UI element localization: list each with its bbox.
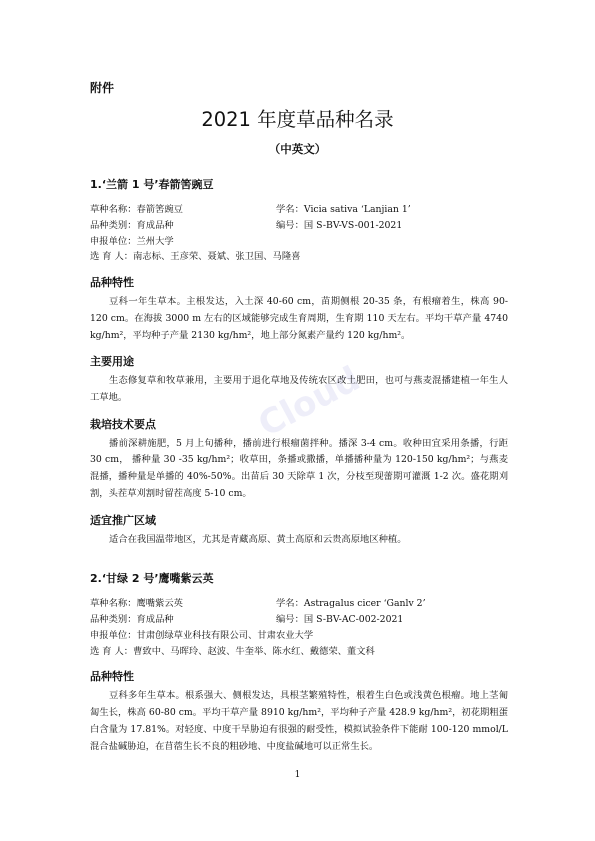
entry-heading: 2.‘甘绿 2 号’鹰嘴紫云英 [90,572,214,586]
info-row [90,612,508,628]
entry-info [90,596,508,659]
uses-text: 生态修复草和牧草兼用，主要用于退化草地及传统农区改土肥田，也可与燕麦混播建植一年生人工草地。 [90,375,508,403]
section-heading-characteristics: 品种特性 [90,276,134,290]
document-body [90,176,508,755]
registration-code: 编号：国 S-BV-AC-002-2021 [276,614,404,626]
species-name: 草种名称：春箭筈豌豆 [90,204,183,215]
variety-entry [90,570,508,755]
info-row [90,234,508,250]
latin-name: 学名：Astragalus cicer ‘Ganlv 2’ [276,598,426,610]
applicant: 申报单位：兰州大学 [90,235,174,247]
registration-code: 编号：国 S-BV-VS-001-2021 [276,219,403,231]
attachment-label: 附件 [90,81,115,95]
section-heading-uses: 主要用途 [90,355,134,369]
variety-entry [90,176,508,548]
variety-category: 品种类别：育成品种 [90,219,174,231]
info-row [90,644,508,660]
info-row [90,596,508,612]
page-title: 2021 年度草品种名录 [201,108,394,131]
page-subtitle: （中英文） [268,142,327,156]
applicant: 申报单位：甘肃创绿草业科技有限公司、甘肃农业大学 [90,629,314,641]
species-name: 草种名称：鹰嘴紫云英 [90,598,183,610]
page-number: 1 [294,770,301,780]
variety-category: 品种类别：育成品种 [90,614,174,626]
cultivation-text: 播前深耕施肥，5 月上旬播种，播前进行根瘤菌拌种。播深 3-4 cm。收种田宜采用条播，行距 30 cm， 播种量 30 -35 kg/hm²；收草田，条播或撒播，单播播种量为 120-150 kg/hm²；与燕麦混播，播种量是单播的 40%-50%。出苗后 30 天除草 1 次，分枝至现蕾期可灌溉 1-2 次。盛花期刈割，头茬草刈割时留茬高度 5-10 cm。 [90,437,508,499]
info-row [90,218,508,234]
latin-name: 学名：Vicia sativa ‘Lanjian 1’ [276,204,411,215]
entry-info [90,202,508,265]
watermark-logo: Cloud [251,358,367,446]
section-heading-characteristics: 品种特性 [90,670,134,684]
characteristics-text: 豆科多年生草本。根系强大、侧根发达，具根茎繁殖特性，根着生白色或浅黄色根瘤。地上茎匍匐生长，株高 60-80 cm。平均干草产量 8910 kg/hm²，平均种子产量 428.9 kg/hm²，初花期粗蛋白含量为 17.81%。对轻度、中度干旱胁迫有很强的耐受性，模拟试验条件下能耐 100-120 mmol/L 混合盐碱胁迫，在苜蓿生长不良的粗砂地、中度盐碱地可以正常生长。 [90,690,508,752]
info-row [90,249,508,265]
section-heading-cultivation: 栽培技术要点 [90,417,156,431]
characteristics-text: 豆科一年生草本。主根发达，入土深 40-60 cm，苗期侧根 20-35 条，有根瘤着生，株高 90-120 cm。在海拔 3000 m 左右的区域能够完成生育周期，生育期 110 天左右。平均干草产量 4740 kg/hm²，平均种子产量 2130 kg/hm²，地上部分氮素产量约 120 kg/hm²。 [90,296,508,341]
breeders: 选 育 人：曹致中、马晖玲、赵波、牛奎举、陈水红、戴德荣、董文科 [90,645,375,657]
region-text: 适合在我国温带地区，尤其是青藏高原、黄土高原和云贵高原地区种植。 [109,533,407,545]
info-row [90,202,508,218]
breeders: 选 育 人：南志标、王彦荣、聂斌、张卫国、马隆喜 [90,251,301,263]
section-heading-region: 适宜推广区域 [90,513,156,527]
entry-heading: 1.‘兰箭 1 号’春箭筈豌豆 [90,178,214,191]
info-row [90,628,508,644]
